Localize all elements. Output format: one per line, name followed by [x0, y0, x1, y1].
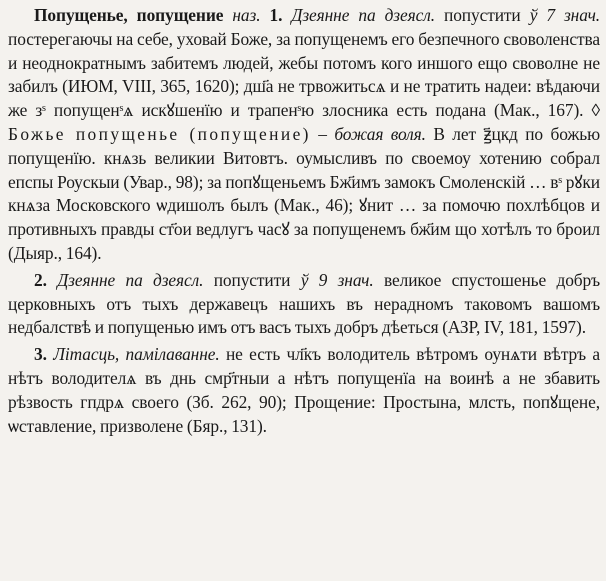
- sense-1-citations-a: постерегаючы на себе, уховай Боже, за попущенемъ его безпечного своволенства и неоднократнымъ забитемъ людей, жебы потомъ кого иншого ещо своволне не забилъ (ИЮМ, VIII, 365, 1620); дш҃а не трвожитьсѧ и не тратить надеи: вѣдаючи же зˢ попущенˢѧ искꙋшенїю и трапенˢю злосника есть подана (Мак., 167). ◊: [8, 28, 600, 121]
- sense-1-reference: ў 7 знач.: [529, 5, 601, 25]
- sense-2-reference: ў 9 знач.: [300, 269, 374, 290]
- sense-2-definition: Дзеянне па дзеясл.: [57, 269, 204, 290]
- set-phrase: Божье попущенье (попущение): [8, 123, 311, 144]
- headword: Попущенье, попущение: [34, 5, 224, 25]
- sense-1-verb: попустити: [444, 5, 521, 25]
- sense-2-number: 2.: [34, 269, 47, 290]
- sense-1-citations-b: В лет ꙃ҃цкд по божью попущенїю. кнѧзь великии Витовтъ. оумысливъ по своемоу хотению собрал епспы Роускыи (Увар., 98); за попꙋщеньемъ Бж҃имъ замокъ Смоленскій … вˢ рꙋки кнѧза Московского ѡдишолъ былъ (Мак., 46); ꙋнит … за помочю похлѣбцов и противныхъ правды ст҃ои ведлугъ часꙋ за попущенемъ бж҃им що хотѣлъ то броил (Дыяр., 164).: [8, 123, 601, 263]
- sense-2-verb: попустити: [213, 269, 291, 290]
- dictionary-entry-sense-2: [8, 269, 600, 340]
- sense-1-number: 1.: [269, 5, 283, 25]
- part-of-speech: наз.: [232, 5, 261, 25]
- set-phrase-gloss: божая воля.: [334, 123, 426, 144]
- dictionary-entry-sense-3: [8, 343, 600, 438]
- sense-3-number: 3.: [34, 344, 47, 365]
- sense-1-definition: Дзеянне па дзеясл.: [291, 5, 435, 25]
- sense-2-citation: великое спустошенье добръ церковныхъ отъ тыхъ державецъ нашихъ въ нерадномъ таковомъ вашомъ недбалствѣ и попущенью имъ отъ васъ тыхъ добръ дѣеться (АЗР, IV, 181, 1597).: [8, 269, 601, 338]
- sense-3-citation: не есть чл҃къ володитель вѣтромъ оунѧти вѣтръ а нѣтъ володителѧ въ днь смр҃тныи а нѣтъ попущенїа на воинѣ а не збавить рѣзвость гпдрѧ своего (Зб. 262, 90); Прощение: Простына, млсть, попꙋщене, ѡставление, призволене (Бяр., 131).: [8, 344, 601, 436]
- sense-3-definition: Літасць, памілаванне.: [53, 344, 220, 365]
- dictionary-entry-sense-1: Попущенье, попущение наз. 1. Дзеянне па дзеясл. попустити ў 7 знач. постерегаючы на себе, уховай Боже, за попущенемъ его безпечного своволенства и неоднократнымъ забитемъ людей, жебы потомъ кого иншого ещо своволне не забилъ (ИЮМ, VIII, 365, 1620); дш҃а не трвожитьсѧ и не тратить надеи: вѣдаючи же зˢ попущенˢѧ искꙋшенїю и трапенˢю злосника есть подана (Мак., 167). ◊ Божье попущенье (попущение) – божая воля. В лет ꙃ҃цкд по божью попущенїю. кнѧзь великии Витовтъ. оумысливъ по своемоу хотению собрал епспы Роускыи (Увар., 98); за попꙋщеньемъ Бж҃имъ замокъ Смоленскій … вˢ рꙋки кнѧза Московского ѡдишолъ былъ (Мак., 46); ꙋнит … за помочю похлѣбцов и противныхъ правды ст҃ои ведлугъ часꙋ за попущенемъ бж҃им що хотѣлъ то броил (Дыяр., 164).: [8, 5, 601, 263]
